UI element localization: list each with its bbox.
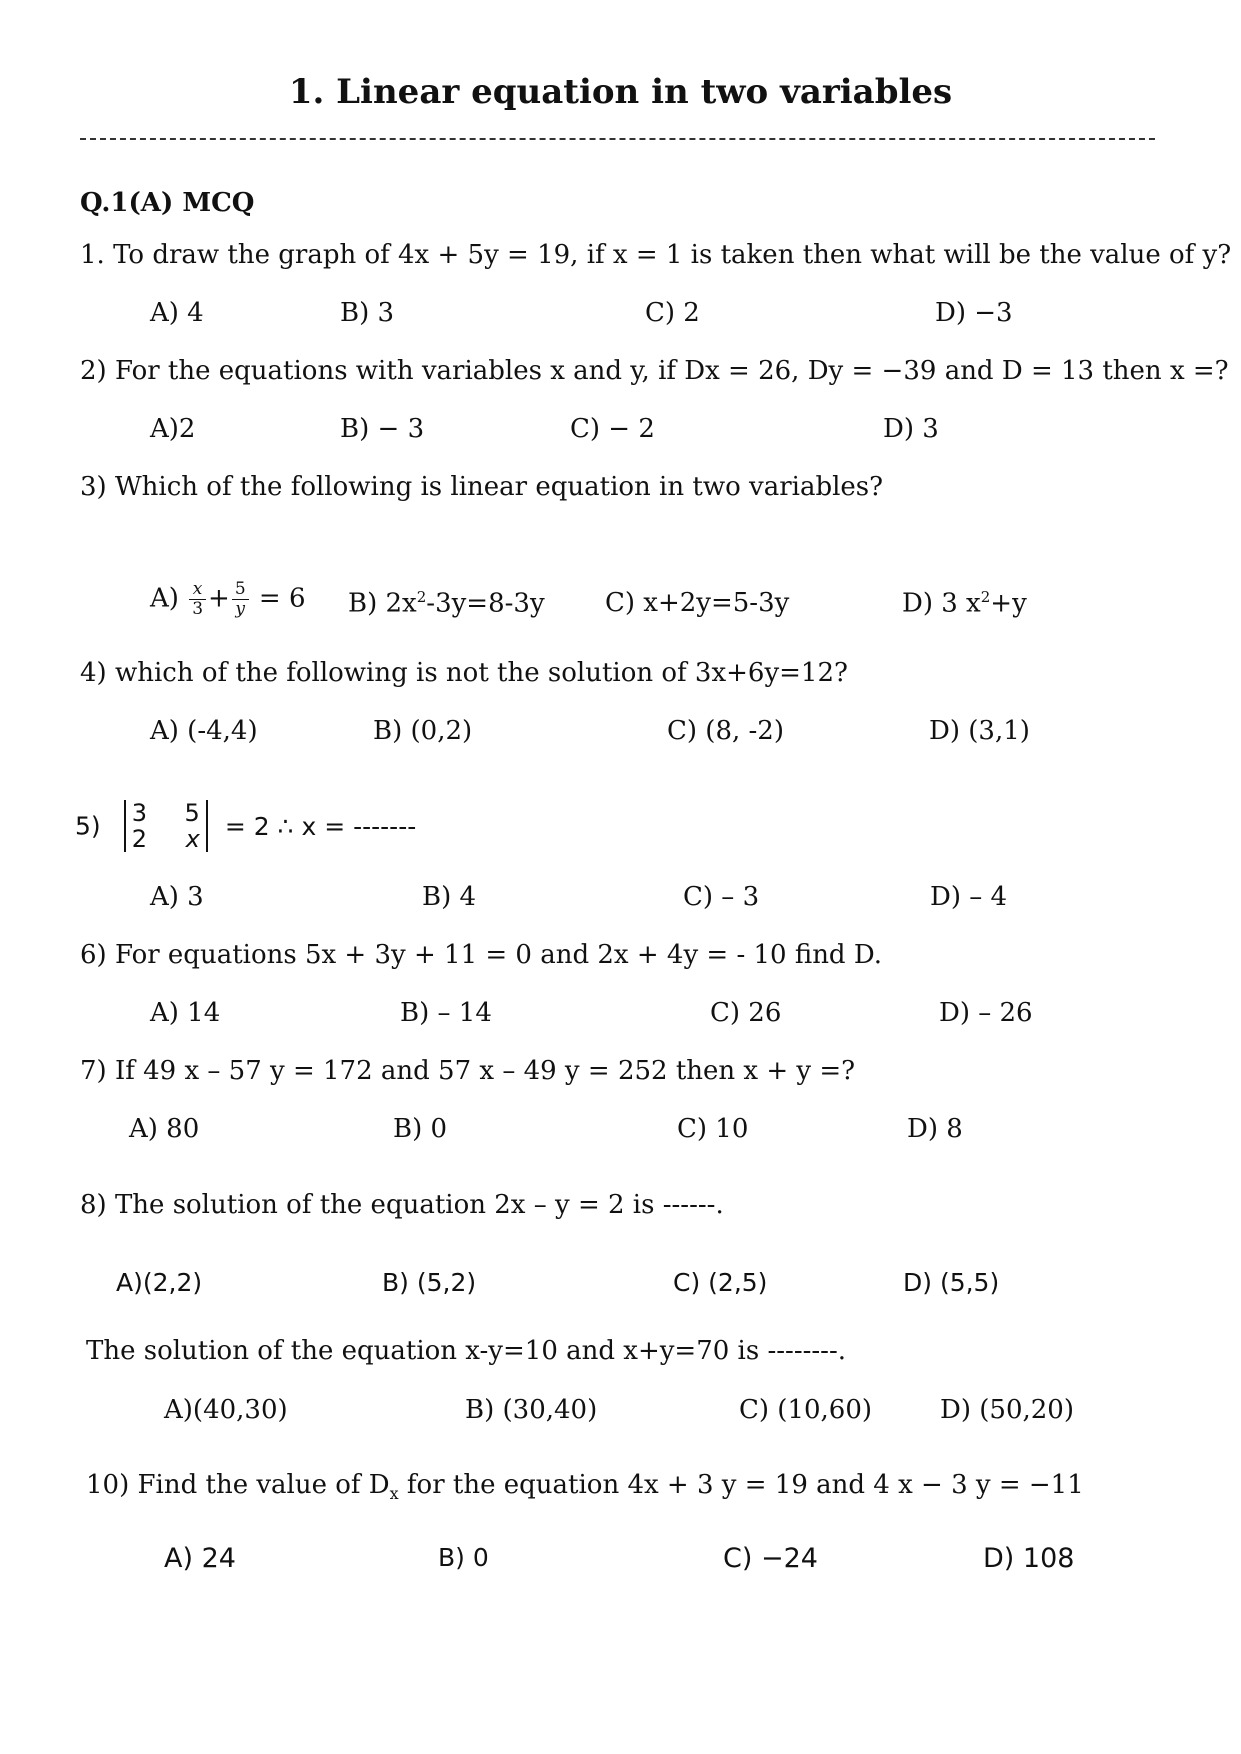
q3-option-a-label: A) — [150, 583, 179, 614]
q9-option-d[interactable]: D) (50,20) — [940, 1395, 1074, 1425]
q8-option-b[interactable]: B) (5,2) — [382, 1268, 477, 1297]
q3-option-b[interactable]: B) $2x^2-3y=8-3y$ — [348, 588, 545, 619]
q6-option-a[interactable]: A) 14 — [150, 998, 221, 1028]
q9-option-b[interactable]: B) (30,40) — [465, 1395, 598, 1425]
question-9: The solution of the equation x-y=10 and x+y=70 is --------. — [86, 1336, 847, 1366]
q2-option-b[interactable]: B) − 3 — [340, 414, 425, 444]
fraction-x-over-3: $\frac{x}{3}$ — [189, 580, 206, 619]
question-5-label: 5) — [75, 811, 101, 841]
q4-option-c[interactable]: C) (8, -2) — [667, 716, 784, 746]
q5-option-a[interactable]: A) 3 — [150, 882, 204, 912]
q7-option-c[interactable]: C) 10 — [677, 1114, 749, 1144]
q8-option-a[interactable]: A)(2,2) — [116, 1268, 203, 1297]
determinant: 3 5 2 x — [124, 800, 208, 852]
question-3: 3) Which of the following is linear equation in two variables? — [80, 472, 884, 502]
question-5-rhs: = 2 ∴ x = ------- — [224, 811, 417, 841]
q7-option-d[interactable]: D) 8 — [907, 1114, 963, 1144]
q6-option-b[interactable]: B) – 14 — [400, 998, 492, 1028]
q2-option-c[interactable]: C) − 2 — [570, 414, 655, 444]
dashed-divider — [80, 138, 1155, 140]
q7-option-a[interactable]: A) 80 — [129, 1114, 200, 1144]
q5-option-c[interactable]: C) – 3 — [683, 882, 760, 912]
question-1: 1. To draw the graph of 4x + 5y = 19, if x = 1 is taken then what will be the value of y? — [80, 240, 1232, 270]
q10-option-d[interactable]: D) 108 — [983, 1543, 1075, 1574]
fraction-5-over-y: $\frac{5}{y}$ — [232, 580, 249, 619]
q1-option-b[interactable]: B) 3 — [340, 298, 395, 328]
q3-option-d[interactable]: D) 3 $x^2+y$ — [902, 588, 1027, 619]
q1-option-c[interactable]: C) 2 — [645, 298, 700, 328]
section-heading: Q.1(A) MCQ — [80, 188, 255, 218]
q4-option-a[interactable]: A) (-4,4) — [150, 716, 258, 746]
q6-option-d[interactable]: D) – 26 — [939, 998, 1033, 1028]
q10-option-b[interactable]: B) 0 — [438, 1543, 489, 1572]
q5-option-b[interactable]: B) 4 — [422, 882, 477, 912]
q10-option-c[interactable]: C) −24 — [723, 1543, 818, 1574]
q7-option-b[interactable]: B) 0 — [393, 1114, 448, 1144]
question-2: 2) For the equations with variables x and y, if Dx = 26, Dy = −39 and D = 13 then x =? — [80, 356, 1229, 386]
q4-option-d[interactable]: D) (3,1) — [929, 716, 1030, 746]
q1-option-a[interactable]: A) 4 — [150, 298, 204, 328]
q9-option-a[interactable]: A)(40,30) — [164, 1395, 288, 1425]
q2-option-d[interactable]: D) 3 — [883, 414, 939, 444]
q3-option-a[interactable]: A) $\frac{x}{3}$ + $\frac{5}{y}$ = 6 — [150, 579, 306, 619]
question-4: 4) which of the following is not the solution of 3x+6y=12? — [80, 658, 848, 688]
q2-option-a[interactable]: A)2 — [150, 414, 196, 444]
page-title: 1. Linear equation in two variables — [288, 72, 953, 112]
question-6: 6) For equations 5x + 3y + 11 = 0 and 2x + 4y = - 10 find D. — [80, 940, 883, 970]
question-7: 7) If 49 x – 57 y = 172 and 57 x – 49 y = 252 then x + y =? — [80, 1056, 856, 1086]
question-10: 10) Find the value of $D_x$ for the equation 4x + 3 y = 19 and 4 x − 3 y = −11 — [86, 1470, 1084, 1504]
q4-option-b[interactable]: B) (0,2) — [373, 716, 473, 746]
question-5 — [75, 800, 416, 852]
q1-option-d[interactable]: D) −3 — [935, 298, 1013, 328]
q10-option-a[interactable]: A) 24 — [164, 1543, 236, 1574]
q9-option-c[interactable]: C) (10,60) — [739, 1395, 873, 1425]
q3-option-c[interactable]: C) x+2y=5-3y — [605, 588, 790, 618]
q6-option-c[interactable]: C) 26 — [710, 998, 782, 1028]
q8-option-c[interactable]: C) (2,5) — [673, 1268, 768, 1297]
q8-option-d[interactable]: D) (5,5) — [903, 1268, 1000, 1297]
question-8: 8) The solution of the equation 2x – y = 2 is ------. — [80, 1190, 724, 1220]
q5-option-d[interactable]: D) – 4 — [930, 882, 1008, 912]
